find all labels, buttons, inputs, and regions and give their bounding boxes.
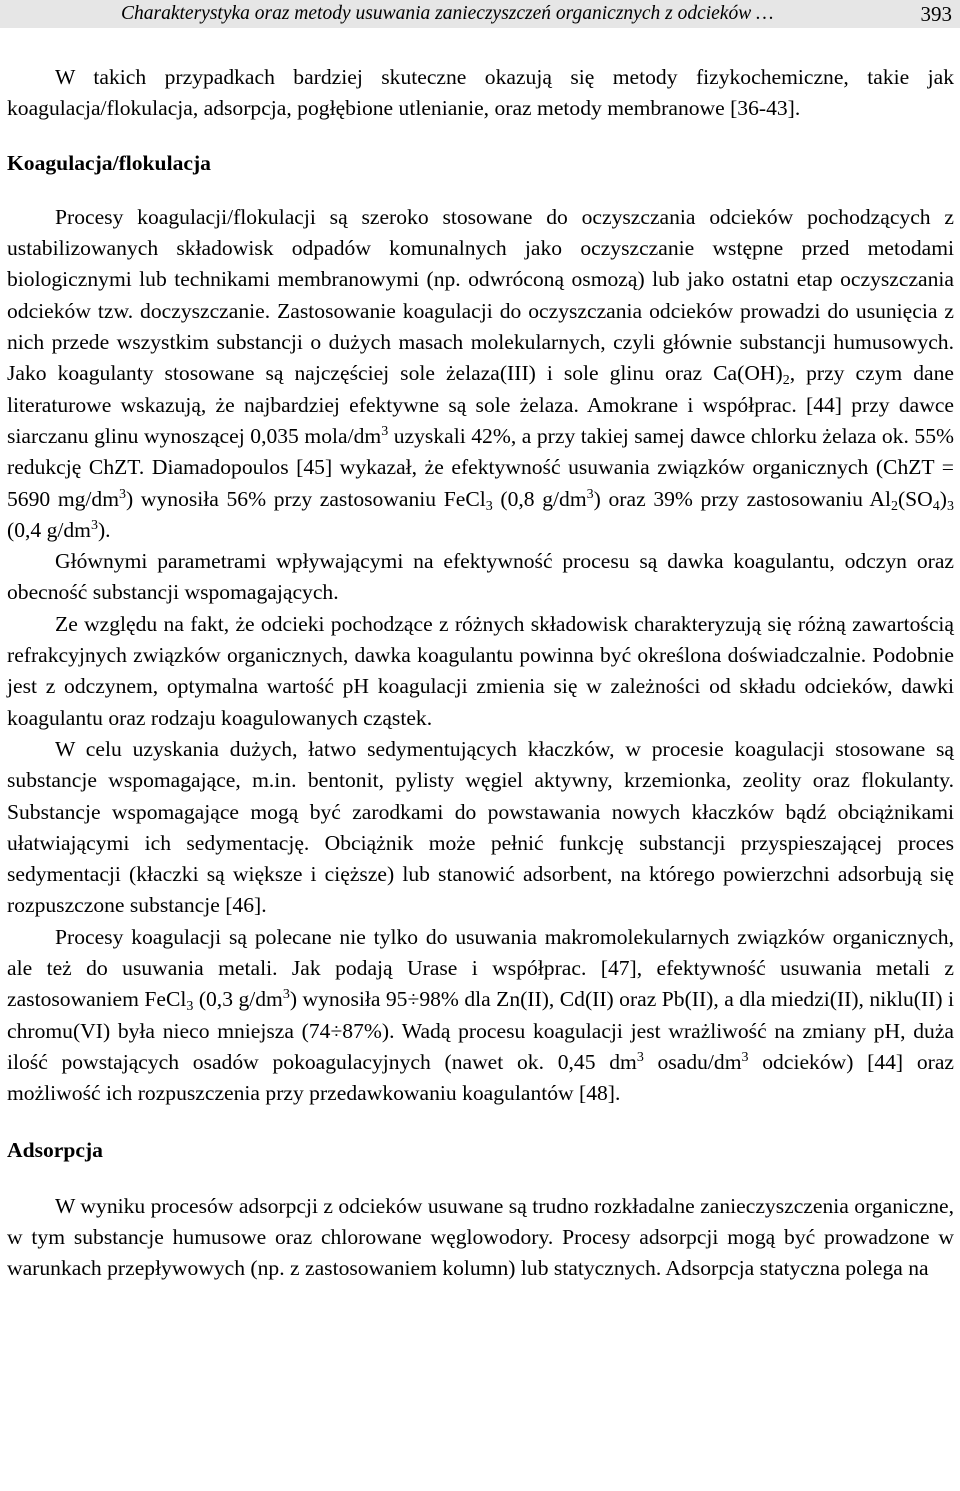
coagulation-paragraph-1: Procesy koagulacji/flokulacji są szeroko stosowane do oczyszczania odcieków pochodzących z ustabilizowanych składowisk odpadów komunalnych jako oczyszczanie wstępne przed metodami biologicznymi lub technikami membranowymi (np. odwróconą osmozą) lub jako ostatni etap oczyszczania odcieków tzw. doczyszczanie. Zastosowanie koagulacji do oczyszczania odcieków prowadzi do usunięcia z nich przede wszystkim substancji o dużych masach molekularnych, czyli głównie substancji humusowych. Jako koagulanty stosowane są najczęściej sole żelaza(III) i sole glinu oraz $Ca(OH)_2$, przy czym dane literaturowe wskazują, że najbardziej efektywne są sole żelaza. Amokrane i współprac. [44] przy dawce siarczanu glinu wynoszącej 0,035 mola/$dm^3$ uzyskali 42%, a przy takiej samej dawce chlorku żelaza ok. 55% redukcję ChZT. Diamadopoulos [45] wykazał, że efektywność usuwania związków organicznych (ChZT = 5690 $mg/dm^3$) wynosiła 56% przy zastosowaniu FeCl$_3$ (0,8 $g/dm^3$) oraz 39% przy zastosowaniu $Al_2(SO_4)_3$ (0,4 $g/dm^3$). <box>7 204 955 542</box>
coagulation-paragraph-5: Procesy koagulacji są polecane nie tylko do usuwania makromolekularnych związków organicznych, ale też do usuwania metali. Jak podają Urase i współprac. [47], efektywność usuwania metali z zastosowaniem FeCl$_3$ (0,3 $g/dm^3$) wynosiła 95÷98% dla Zn(II), Cd(II) oraz Pb(II), a dla miedzi(II), niklu(II) i chromu(VI) była nieco mniejsza (74÷87%). Wadą procesu koagulacji jest wrażliwość na zmiany pH, duża ilość powstających osadów pokoagulacyjnych (nawet ok. 0,45 $dm^3$ osadu/$dm^3$ odcieków) [44] oraz możliwość ich rozpuszczenia przy przedawkowaniu koagulantów [48]. <box>7 924 954 1106</box>
running-header <box>0 0 960 28</box>
coagulation-paragraph-3: Ze względu na fakt, że odcieki pochodzące z różnych składowisk charakteryzują się różną zawartością refrakcyjnych związków organicznych, dawka koagulantu powinna być określona doświadczalnie. Podobnie jest z odczynem, optymalna wartość pH koagulacji zmienia się w zależności od składu odcieków, dawki koagulantu oraz rodzaju koagulowanych cząstek. <box>7 611 954 730</box>
running-title: Charakterystyka oraz metody usuwania zanieczyszczeń organicznych z odcieków … <box>121 3 774 24</box>
section-heading-coagulation: Koagulacja/flokulacja <box>7 150 211 175</box>
page-number: 393 <box>920 2 952 26</box>
section-heading-adsorption: Adsorpcja <box>7 1137 103 1162</box>
article-body <box>7 62 954 1285</box>
coagulation-paragraph-2: Głównymi parametrami wpływającymi na efektywność procesu są dawka koagulantu, odczyn oraz obecność substancji wspomagających. <box>7 549 954 605</box>
coagulation-paragraph-4: W celu uzyskania dużych, łatwo sedymentujących kłaczków, w procesie koagulacji stosowane są substancje wspomagające, m.in. bentonit, pylisty węgiel aktywny, krzemionka, zeolity oraz flokulanty. Substancje wspomagające mogą być zarodkami do powstawania nowych kłaczków bądź obciążnikami ułatwiającymi ich sedymentację. Obciążnik może pełnić funkcję substancji przyspieszającej proces sedymentacji (kłaczki są większe i cięższe) lub stanowić adsorbent, na którego powierzchni adsorbują się rozpuszczone substancje [46]. <box>7 736 954 918</box>
intro-paragraph: W takich przypadkach bardziej skuteczne okazują się metody fizykochemiczne, takie jak koagulacja/flokulacja, adsorpcja, pogłębione utlenianie, oraz metody membranowe [36-43]. <box>7 65 954 121</box>
adsorption-paragraph-1: W wyniku procesów adsorpcji z odcieków usuwane są trudno rozkładalne zanieczyszczenia organiczne, w tym substancje humusowe oraz chlorowane węglowodory. Procesy adsorpcji mogą być prowadzone w warunkach przepływowych (np. z zastosowaniem kolumn) lub statycznych. Adsorpcja statyczna polega na <box>7 1193 954 1281</box>
